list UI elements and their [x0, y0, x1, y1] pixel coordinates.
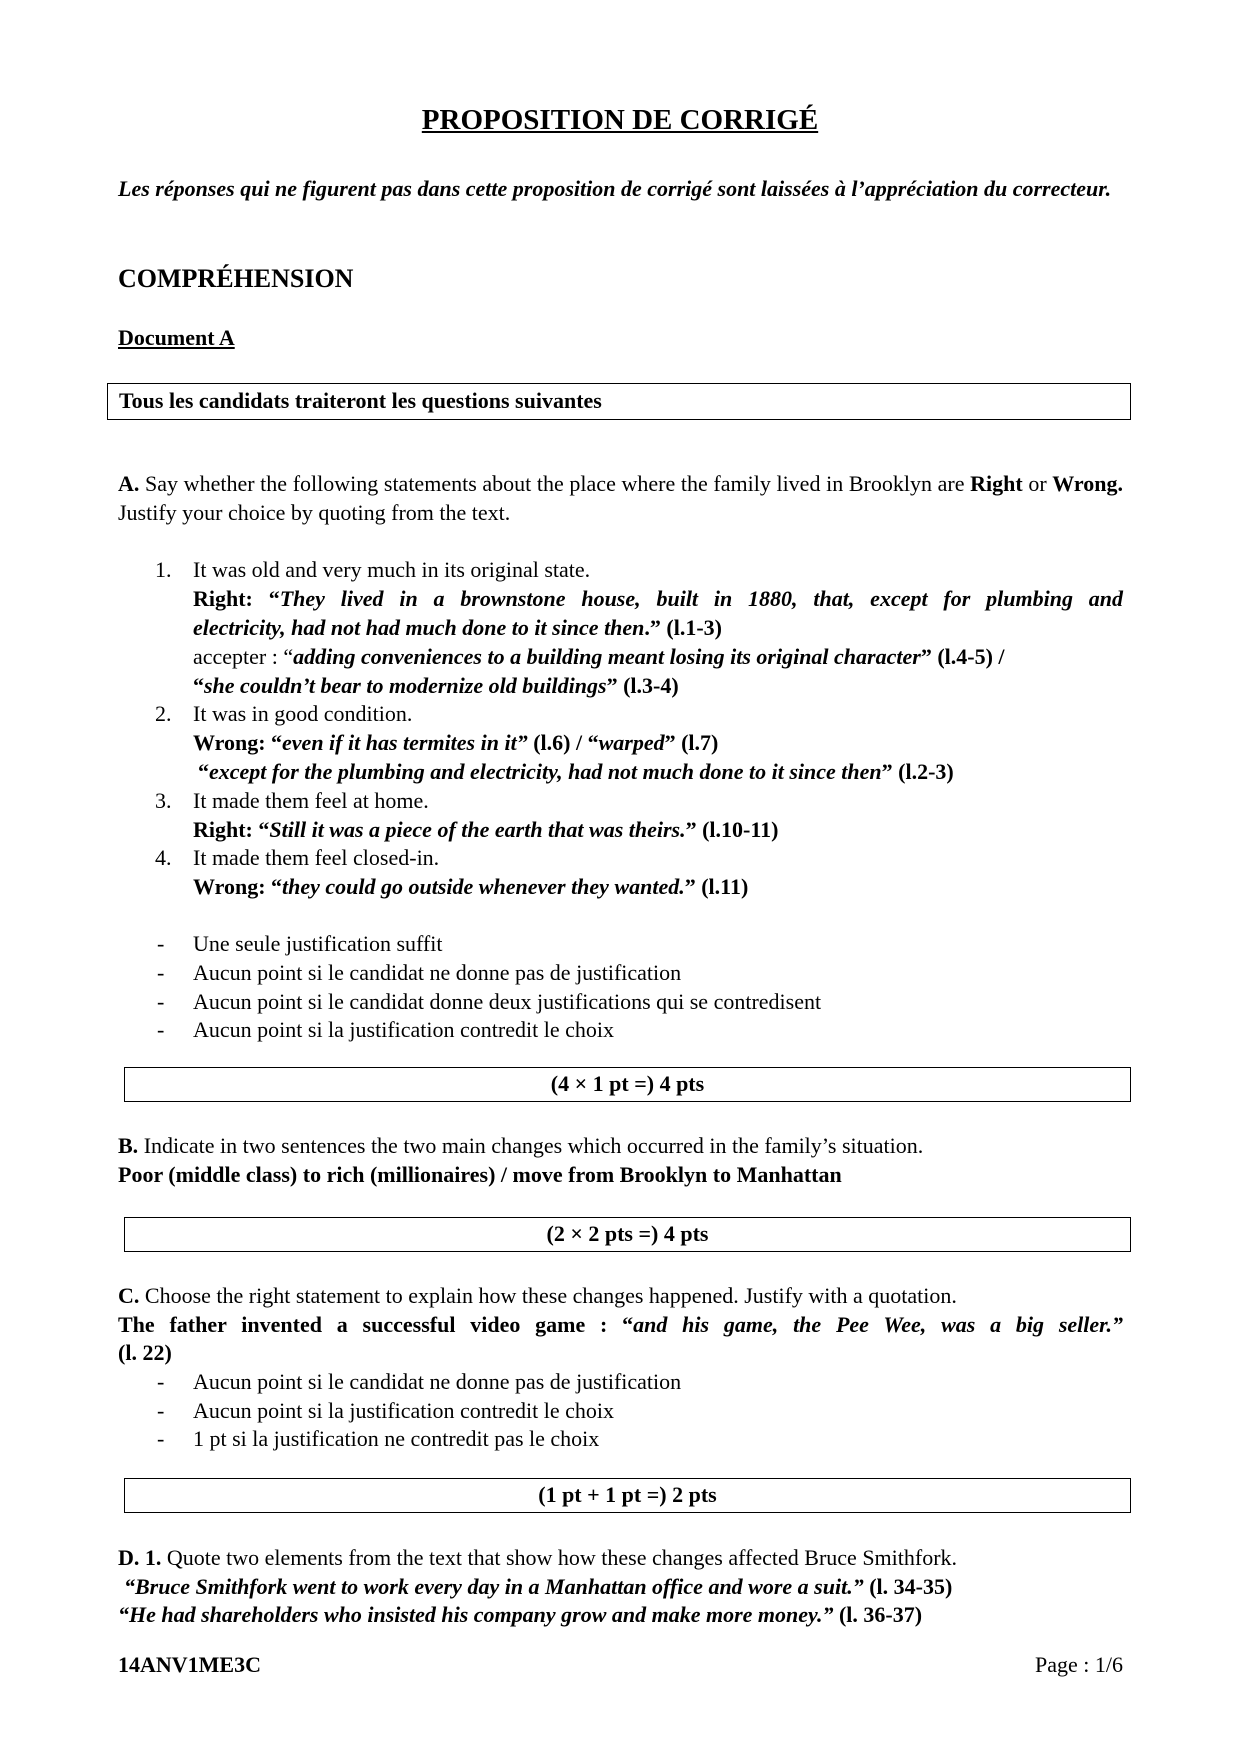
item-number: 1. [155, 557, 172, 582]
question-c: C. Choose the right statement to explain how these changes happened. Justify with a quotation. [118, 1283, 957, 1308]
item-answer-line: “except for the plumbing and electricity, had not much done to it since then” (l.2-3) [198, 759, 954, 784]
bullet-dash: - [157, 1398, 165, 1423]
bullet-dash: - [157, 989, 165, 1014]
question-b-label: B. [118, 1133, 139, 1158]
page-title: PROPOSITION DE CORRIGÉ [421, 104, 819, 136]
score-box: (1 pt + 1 pt =) 2 pts [124, 1478, 1131, 1513]
answer-c-ref: (l. 22) [118, 1340, 172, 1365]
item-number: 4. [155, 845, 172, 870]
bullet-dash: - [157, 1426, 165, 1451]
item-answer-line: Wrong: “even if it has termites in it” (l.6) / “warped” (l.7) [193, 730, 719, 755]
rule-item: Aucun point si la justification contredit le choix [193, 1398, 614, 1423]
rule-item: Aucun point si la justification contredit le choix [193, 1017, 614, 1042]
document-label: Document A [118, 325, 235, 350]
item-statement: It was old and very much in its original state. [193, 557, 591, 582]
answer-b: Poor (middle class) to rich (millionaires) / move from Brooklyn to Manhattan [118, 1162, 842, 1187]
question-c-label: C. [118, 1283, 140, 1308]
score-box: (4 × 1 pt =) 4 pts [124, 1067, 1131, 1102]
question-d1: D. 1. Quote two elements from the text that show how these changes affected Bruce Smithfork. [118, 1545, 958, 1570]
item-answer-line: electricity, had not had much done to it since then.” (l.1-3) [193, 615, 723, 640]
answer-c: The father invented a successful video game : “and his game, the Pee Wee, was a big seller.” [118, 1312, 1123, 1337]
question-d1-label: D. 1. [118, 1545, 162, 1570]
item-number: 3. [155, 788, 172, 813]
item-answer-line: Right: “Still it was a piece of the earth that was theirs.” (l.10-11) [193, 817, 779, 842]
bullet-dash: - [157, 1369, 165, 1394]
footer-code: 14ANV1ME3C [118, 1652, 261, 1677]
section-heading: COMPRÉHENSION [118, 264, 354, 293]
rule-item: Une seule justification suffit [193, 931, 443, 956]
rule-item: Aucun point si le candidat ne donne pas de justification [193, 1369, 682, 1394]
answer-d1-quote: “He had shareholders who insisted his company grow and make more money.” (l. 36-37) [118, 1602, 923, 1627]
bullet-dash: - [157, 931, 165, 956]
intro-note: Les réponses qui ne figurent pas dans cette proposition de corrigé sont laissées à l’appréciation du correcteur. [118, 176, 1112, 201]
item-answer-line: Wrong: “they could go outside whenever they wanted.” (l.11) [193, 874, 749, 899]
page-number: Page : 1/6 [1035, 1652, 1123, 1677]
item-statement: It made them feel closed-in. [193, 845, 440, 870]
rule-item: Aucun point si le candidat donne deux justifications qui se contredisent [193, 989, 822, 1014]
item-answer-line: “she couldn’t bear to modernize old buildings” (l.3-4) [193, 673, 679, 698]
question-a-label: A. [118, 471, 140, 496]
instruction-box: Tous les candidats traiteront les questions suivantes [107, 383, 1131, 420]
item-answer-line: accepter : “adding conveniences to a building meant losing its original character” (l.4-5) / [193, 644, 1005, 669]
rule-item: Aucun point si le candidat ne donne pas de justification [193, 960, 682, 985]
question-a: A. Say whether the following statements about the place where the family lived in Brooklyn are Right or Wrong. Justify your choice by quoting from the text. [118, 471, 1124, 525]
item-number: 2. [155, 701, 172, 726]
question-b: B. Indicate in two sentences the two main changes which occurred in the family’s situation. [118, 1133, 924, 1158]
item-statement: It made them feel at home. [193, 788, 429, 813]
item-answer-line: Right: “They lived in a brownstone house, built in 1880, that, except for plumbing and [193, 586, 1124, 611]
answer-d1-quote: “Bruce Smithfork went to work every day in a Manhattan office and wore a suit.” (l. 34-35) [124, 1574, 953, 1599]
bullet-dash: - [157, 1017, 165, 1042]
score-box: (2 × 2 pts =) 4 pts [124, 1217, 1131, 1252]
bullet-dash: - [157, 960, 165, 985]
item-statement: It was in good condition. [193, 701, 413, 726]
rule-item: 1 pt si la justification ne contredit pas le choix [193, 1426, 600, 1451]
